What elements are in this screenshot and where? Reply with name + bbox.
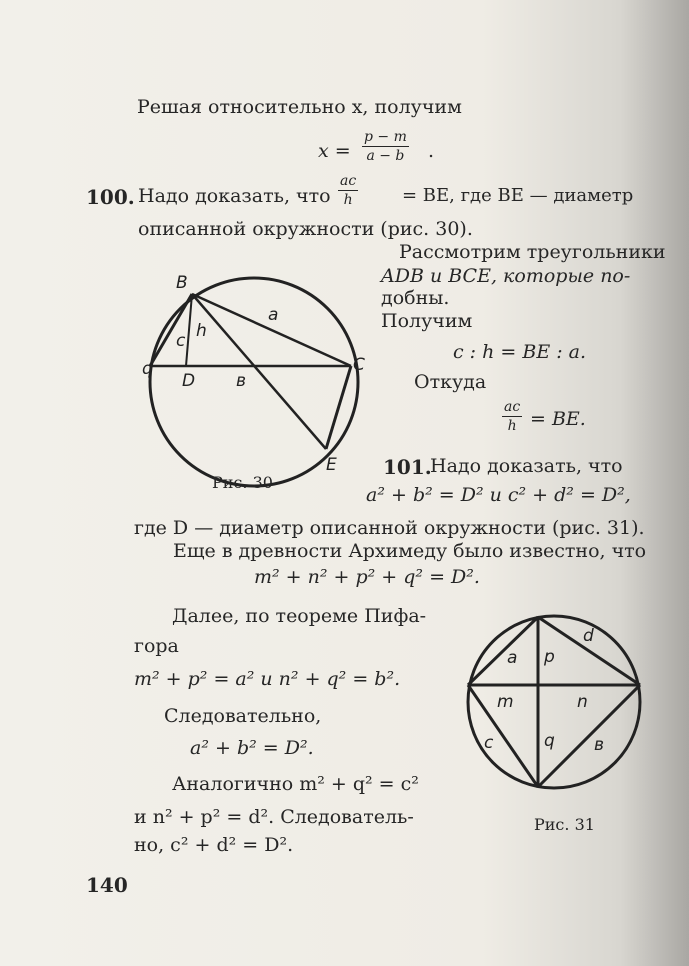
label-d: D bbox=[182, 371, 196, 391]
right-line-1: Рассмотрим треугольники bbox=[399, 241, 666, 263]
caption-fig-31: Рис. 31 bbox=[534, 815, 595, 834]
pythagoras-line: Далее, по теореме Пифа- bbox=[172, 605, 427, 627]
analogously-line-2: и n² + p² = d². Следователь- bbox=[134, 806, 414, 828]
page-number: 140 bbox=[86, 873, 128, 897]
formula-x: x = bbox=[318, 140, 351, 162]
circle-31 bbox=[468, 616, 640, 788]
formula-x-dot: . bbox=[428, 140, 435, 162]
proportion: c : h = BE : a. bbox=[453, 341, 587, 363]
label-v: в bbox=[236, 371, 247, 391]
fraction-bar bbox=[362, 146, 409, 147]
problem-100-number: 100. bbox=[86, 185, 135, 209]
right-line-6: Откуда bbox=[414, 371, 487, 393]
fraction-x-numerator: p − m bbox=[364, 129, 407, 145]
fraction-ac-h-numerator: ac bbox=[340, 173, 357, 189]
label-c-point: C bbox=[353, 355, 365, 375]
figure-30 bbox=[140, 262, 370, 492]
problem-101-line4: Еще в древности Архимеду было известно, что bbox=[173, 540, 647, 562]
chord-c bbox=[150, 294, 192, 366]
label-a: a bbox=[268, 305, 279, 325]
problem-100-line2: описанной окружности (рис. 30). bbox=[138, 218, 473, 240]
label-c: c bbox=[484, 733, 494, 753]
problem-100-text: Надо доказать, что bbox=[138, 185, 331, 207]
conclusion-line: но, c² + d² = D². bbox=[134, 834, 294, 856]
label-h: h bbox=[196, 321, 207, 341]
fraction-x-denominator: a − b bbox=[366, 148, 405, 164]
fraction-ac-h-denominator: h bbox=[343, 192, 353, 208]
label-m: m bbox=[497, 692, 514, 712]
figure-31 bbox=[460, 610, 660, 810]
problem-101-text: Надо доказать, что bbox=[430, 455, 623, 477]
label-p: p bbox=[544, 647, 555, 667]
fraction-2-numerator: ac bbox=[504, 399, 521, 415]
fraction-2-denominator: h bbox=[507, 418, 517, 434]
right-line-2: ADB и BCE, которые по- bbox=[381, 265, 631, 287]
sum-ab-formula: a² + b² = D². bbox=[190, 737, 314, 759]
right-line-4: Получим bbox=[381, 310, 473, 332]
label-e: E bbox=[326, 455, 337, 475]
fraction-bar bbox=[338, 190, 358, 191]
analogously-line: Аналогично m² + q² = c² bbox=[172, 773, 419, 795]
pythagoras-formula: m² + p² = a² и n² + q² = b². bbox=[134, 668, 401, 690]
label-d: d bbox=[583, 626, 594, 646]
chord-ce bbox=[326, 366, 351, 449]
fraction-bar bbox=[502, 416, 522, 417]
result-be: = BE. bbox=[530, 408, 586, 430]
fraction-ac-h-2 bbox=[502, 400, 522, 433]
label-q: q bbox=[544, 731, 555, 751]
label-q: q bbox=[142, 359, 153, 379]
archimedes-formula: m² + n² + p² + q² = D². bbox=[254, 566, 480, 588]
fraction-x bbox=[362, 130, 409, 163]
problem-100-rest: = BE, где BE — диаметр bbox=[402, 185, 634, 206]
label-n: n bbox=[577, 692, 588, 712]
label-c: c bbox=[176, 331, 186, 351]
right-line-3: добны. bbox=[381, 287, 450, 309]
fraction-ac-h bbox=[338, 174, 358, 207]
line-solving: Решая относительно x, получим bbox=[137, 96, 462, 118]
chord-a bbox=[468, 617, 538, 685]
caption-fig-30: Рис. 30 bbox=[212, 473, 273, 492]
label-a: a bbox=[507, 648, 518, 668]
problem-101-line2: a² + b² = D² и c² + d² = D², bbox=[366, 484, 631, 506]
pythagoras-line-2: гора bbox=[134, 635, 179, 657]
problem-101-number: 101. bbox=[383, 455, 432, 479]
hence-line: Следовательно, bbox=[164, 705, 322, 727]
label-b: B bbox=[176, 273, 188, 293]
problem-101-line3: где D — диаметр описанной окружности (рис. 31). bbox=[134, 517, 645, 539]
diameter-be bbox=[192, 294, 326, 449]
label-v: в bbox=[594, 735, 605, 755]
